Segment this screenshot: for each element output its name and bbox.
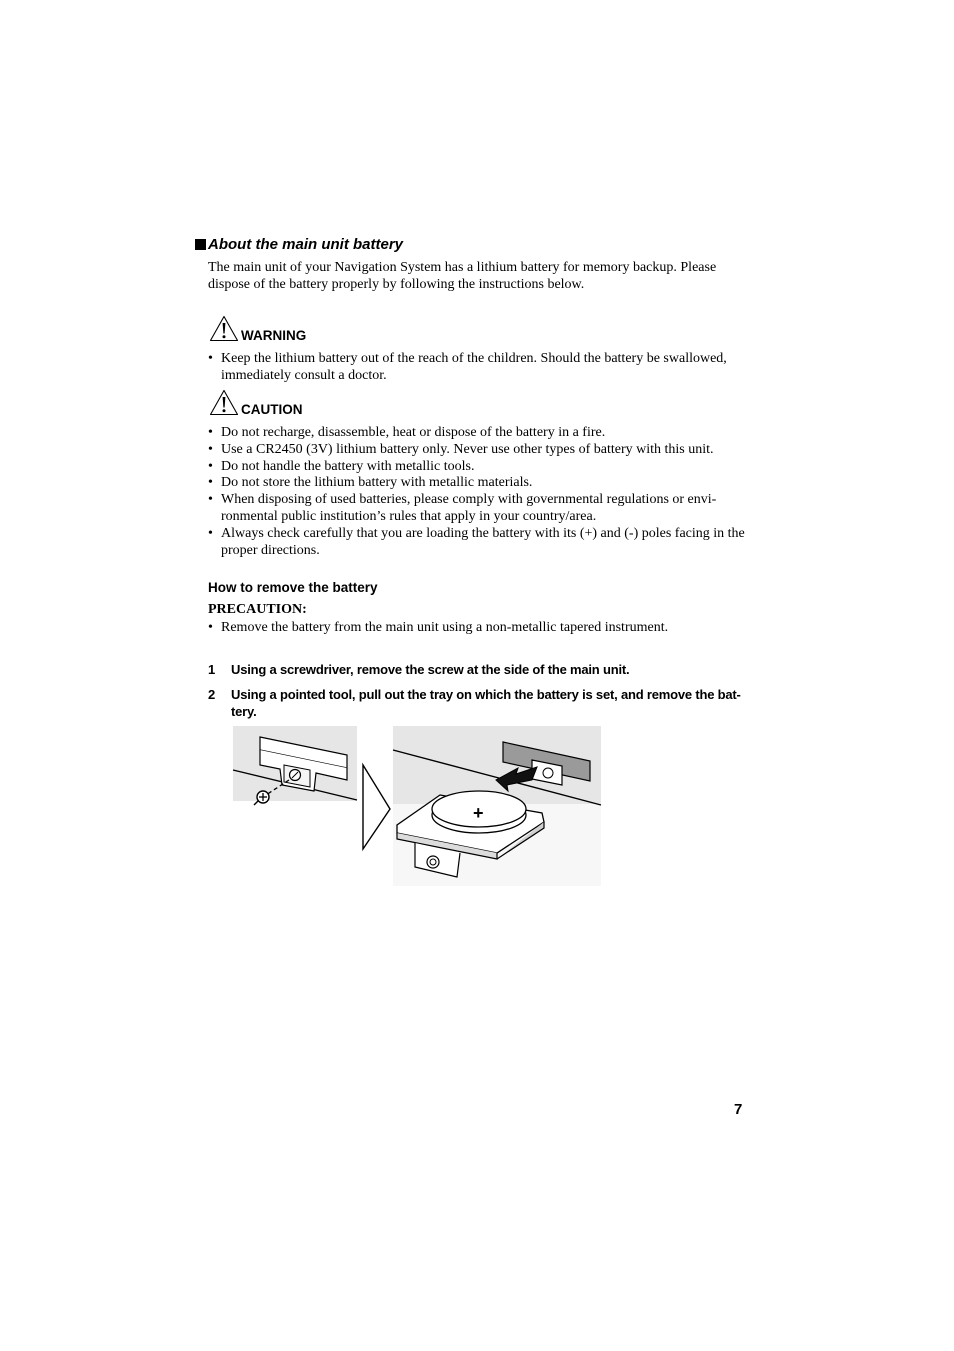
section-title: [195, 236, 403, 253]
list-item: • Do not recharge, disassemble, heat or dispose of the battery in a fire.: [208, 425, 748, 442]
screw-removal-panel: [233, 726, 357, 805]
precaution-label: PRECAUTION:: [208, 602, 307, 617]
step-item: [208, 661, 748, 678]
caution-label: CAUTION: [241, 402, 303, 417]
warning-list: [208, 351, 748, 385]
list-item: • Do not store the lithium battery with metallic materials.: [208, 475, 748, 492]
battery-plus-mark: +: [473, 803, 484, 823]
next-step-arrow: [363, 765, 390, 849]
intro-paragraph: The main unit of your Navigation System has a lithium battery for memory backup. Please dispose of the battery properly by following the instructions below.: [208, 260, 717, 292]
section-title-text: About the main unit battery: [208, 236, 403, 253]
step-number: 2: [208, 687, 216, 702]
step-number: 1: [208, 662, 216, 677]
warning-triangle-icon: [209, 315, 239, 342]
removal-heading: How to remove the battery: [208, 580, 378, 595]
screw-hole-icon: [427, 856, 439, 868]
list-item: • Use a CR2450 (3V) lithium battery only. Never use other types of battery with this unit.: [208, 442, 748, 459]
list-item: • Remove the battery from the main unit using a non-metallic tapered instrument.: [208, 620, 748, 637]
list-item: • When disposing of used batteries, please comply with governmental regulations or envi-ronmental public institution’s rules that apply in your country/area.: [208, 492, 748, 526]
battery-removal-illustration: [232, 725, 602, 887]
warning-label: WARNING: [241, 328, 307, 343]
precaution-list: [208, 620, 748, 637]
list-item: • Always check carefully that you are loading the battery with its (+) and (-) poles facing in the proper directions.: [208, 526, 748, 560]
list-item: • Keep the lithium battery out of the reach of the children. Should the battery be swallowed, immediately consult a doctor.: [208, 351, 748, 385]
step-text: Using a screwdriver, remove the screw at the side of the main unit.: [231, 662, 630, 677]
warning-triangle-icon: [209, 389, 239, 416]
steps-list: [208, 661, 748, 728]
page-number: 7: [734, 1101, 743, 1118]
caution-heading: [209, 389, 303, 417]
tray-removal-panel: [393, 726, 601, 886]
square-bullet-icon: [195, 239, 206, 250]
lithium-battery: [432, 791, 526, 833]
step-item: [208, 686, 748, 720]
warning-heading: [209, 315, 306, 343]
step-text: Using a pointed tool, pull out the tray on which the battery is set, and remove the bat-tery.: [231, 687, 741, 719]
list-item: • Do not handle the battery with metallic tools.: [208, 459, 748, 476]
caution-list: [208, 425, 748, 559]
